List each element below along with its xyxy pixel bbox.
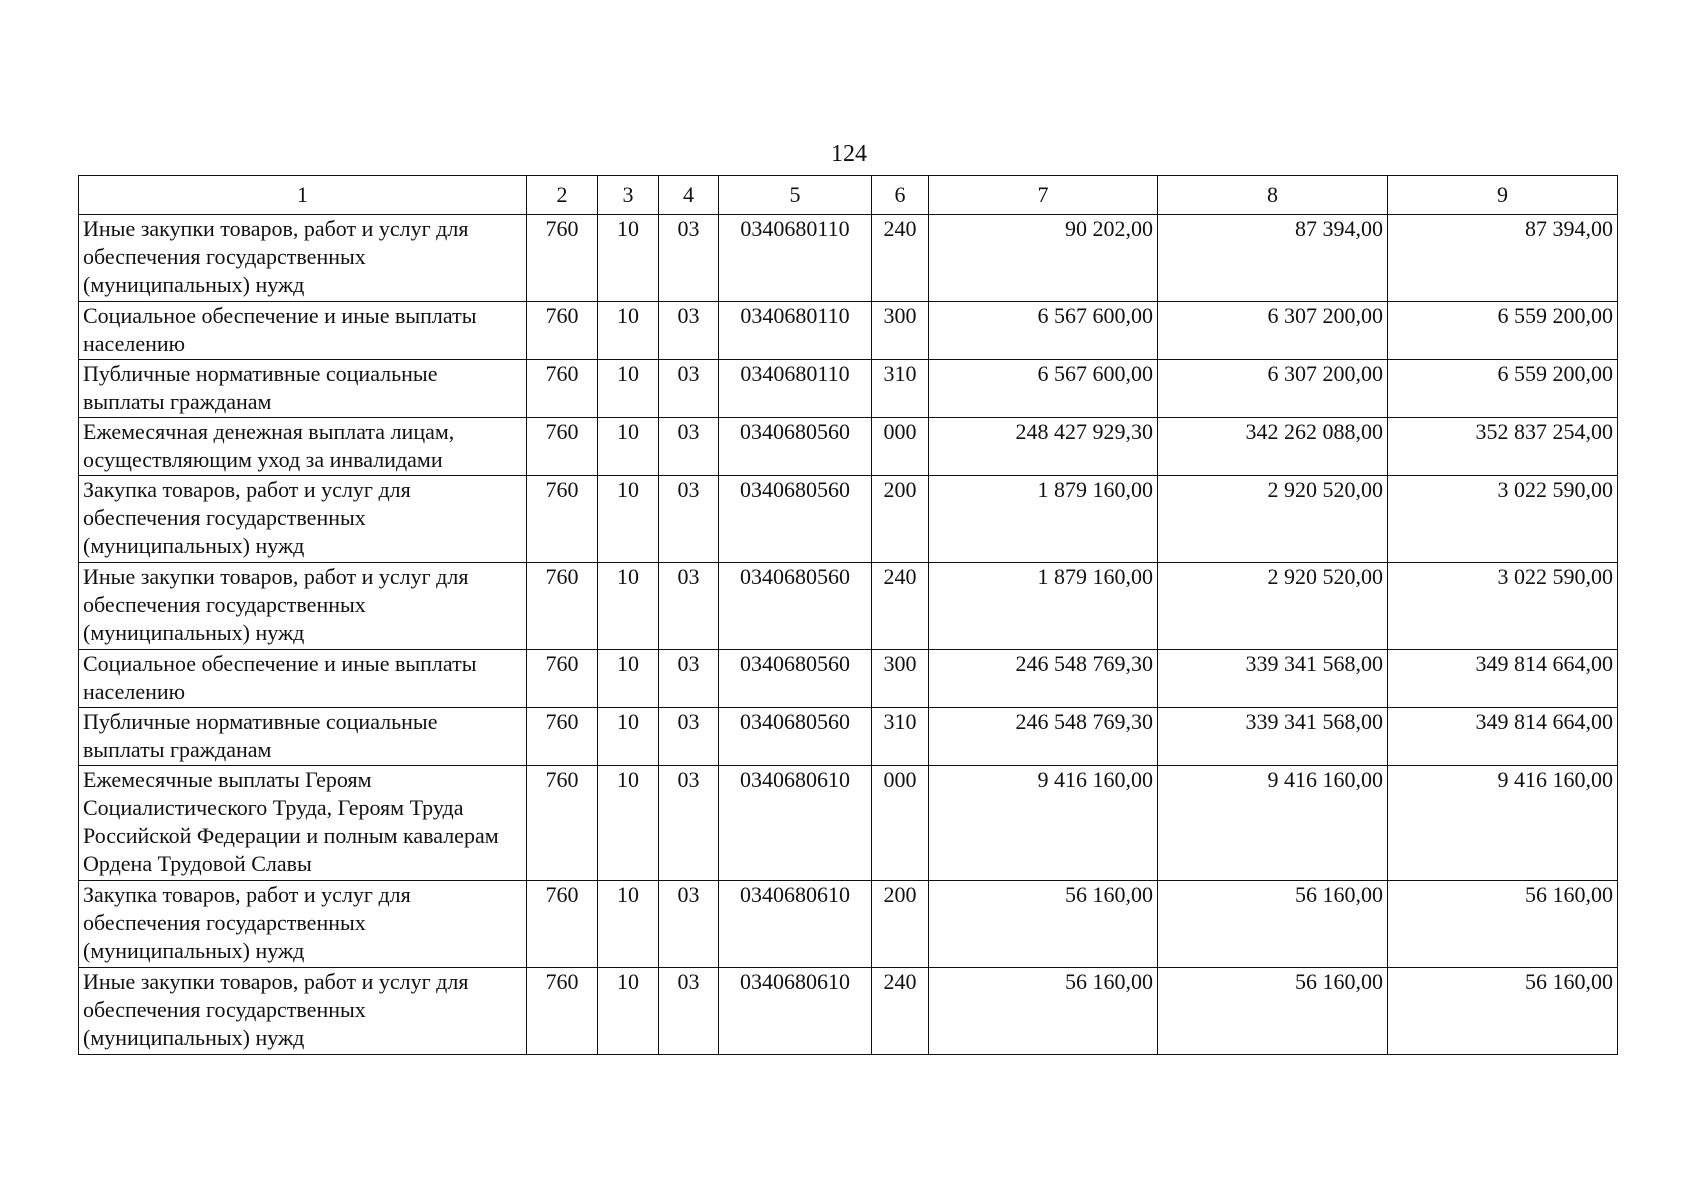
cell-col9: 56 160,00: [1388, 881, 1618, 968]
cell-col5: 0340680560: [719, 418, 872, 476]
header-cell: 6: [872, 176, 929, 215]
row-name: Социальное обеспечение и иные выплаты населению: [79, 650, 527, 708]
cell-col6: 240: [872, 563, 929, 650]
table-row: [79, 650, 1618, 708]
cell-col9: 6 559 200,00: [1388, 302, 1618, 360]
cell-col2: 760: [527, 360, 598, 418]
cell-col3: 10: [598, 881, 659, 968]
cell-col9: 87 394,00: [1388, 215, 1618, 302]
row-name: Публичные нормативные социальные выплаты гражданам: [79, 708, 527, 766]
cell-col6: 310: [872, 360, 929, 418]
cell-col8: 339 341 568,00: [1158, 708, 1388, 766]
cell-col7: 248 427 929,30: [929, 418, 1158, 476]
cell-col8: 56 160,00: [1158, 881, 1388, 968]
cell-col2: 760: [527, 708, 598, 766]
cell-col8: 6 307 200,00: [1158, 360, 1388, 418]
cell-col2: 760: [527, 302, 598, 360]
cell-col8: 9 416 160,00: [1158, 766, 1388, 881]
cell-col2: 760: [527, 418, 598, 476]
cell-col3: 10: [598, 302, 659, 360]
table-row: [79, 968, 1618, 1055]
cell-col9: 349 814 664,00: [1388, 708, 1618, 766]
header-cell: 2: [527, 176, 598, 215]
cell-col5: 0340680110: [719, 360, 872, 418]
cell-col4: 03: [659, 418, 719, 476]
cell-col7: 6 567 600,00: [929, 360, 1158, 418]
cell-col5: 0340680560: [719, 708, 872, 766]
cell-col3: 10: [598, 766, 659, 881]
cell-col7: 90 202,00: [929, 215, 1158, 302]
cell-col8: 342 262 088,00: [1158, 418, 1388, 476]
cell-col6: 310: [872, 708, 929, 766]
table-row: [79, 215, 1618, 302]
cell-col6: 240: [872, 215, 929, 302]
header-cell: 1: [79, 176, 527, 215]
cell-col9: 56 160,00: [1388, 968, 1618, 1055]
cell-col9: 6 559 200,00: [1388, 360, 1618, 418]
cell-col3: 10: [598, 708, 659, 766]
cell-col2: 760: [527, 563, 598, 650]
cell-col8: 339 341 568,00: [1158, 650, 1388, 708]
table-row: [79, 360, 1618, 418]
cell-col7: 56 160,00: [929, 968, 1158, 1055]
cell-col8: 2 920 520,00: [1158, 476, 1388, 563]
cell-col2: 760: [527, 881, 598, 968]
row-name: Социальное обеспечение и иные выплаты населению: [79, 302, 527, 360]
cell-col2: 760: [527, 968, 598, 1055]
header-cell: 4: [659, 176, 719, 215]
cell-col8: 56 160,00: [1158, 968, 1388, 1055]
row-name: Закупка товаров, работ и услуг для обеспечения государственных (муниципальных) нужд: [79, 881, 527, 968]
cell-col4: 03: [659, 563, 719, 650]
cell-col9: 3 022 590,00: [1388, 563, 1618, 650]
cell-col4: 03: [659, 476, 719, 563]
cell-col5: 0340680560: [719, 563, 872, 650]
table-row: [79, 766, 1618, 881]
table-row: [79, 418, 1618, 476]
cell-col7: 246 548 769,30: [929, 650, 1158, 708]
header-row: [79, 176, 1618, 215]
cell-col5: 0340680560: [719, 476, 872, 563]
cell-col9: 349 814 664,00: [1388, 650, 1618, 708]
cell-col4: 03: [659, 708, 719, 766]
cell-col3: 10: [598, 563, 659, 650]
cell-col9: 3 022 590,00: [1388, 476, 1618, 563]
cell-col2: 760: [527, 215, 598, 302]
table-row: [79, 563, 1618, 650]
cell-col4: 03: [659, 360, 719, 418]
cell-col3: 10: [598, 476, 659, 563]
cell-col8: 2 920 520,00: [1158, 563, 1388, 650]
cell-col6: 200: [872, 476, 929, 563]
cell-col3: 10: [598, 418, 659, 476]
cell-col5: 0340680610: [719, 766, 872, 881]
cell-col6: 000: [872, 418, 929, 476]
cell-col9: 352 837 254,00: [1388, 418, 1618, 476]
cell-col5: 0340680110: [719, 215, 872, 302]
cell-col5: 0340680560: [719, 650, 872, 708]
header-cell: 7: [929, 176, 1158, 215]
cell-col5: 0340680610: [719, 968, 872, 1055]
cell-col9: 9 416 160,00: [1388, 766, 1618, 881]
cell-col3: 10: [598, 968, 659, 1055]
cell-col6: 300: [872, 302, 929, 360]
row-name: Ежемесячная денежная выплата лицам, осуществляющим уход за инвалидами: [79, 418, 527, 476]
cell-col3: 10: [598, 650, 659, 708]
row-name: Ежемесячные выплаты Героям Социалистического Труда, Героям Труда Российской Федерации и полным кавалерам Ордена Трудовой Славы: [79, 766, 527, 881]
cell-col7: 246 548 769,30: [929, 708, 1158, 766]
row-name: Иные закупки товаров, работ и услуг для обеспечения государственных (муниципальных) нужд: [79, 215, 527, 302]
cell-col2: 760: [527, 766, 598, 881]
cell-col8: 87 394,00: [1158, 215, 1388, 302]
cell-col7: 9 416 160,00: [929, 766, 1158, 881]
budget-table: [78, 175, 1618, 1055]
cell-col2: 760: [527, 650, 598, 708]
cell-col5: 0340680610: [719, 881, 872, 968]
header-cell: 8: [1158, 176, 1388, 215]
cell-col4: 03: [659, 766, 719, 881]
cell-col7: 1 879 160,00: [929, 563, 1158, 650]
header-cell: 3: [598, 176, 659, 215]
row-name: Закупка товаров, работ и услуг для обеспечения государственных (муниципальных) нужд: [79, 476, 527, 563]
cell-col4: 03: [659, 302, 719, 360]
page-number: [0, 140, 1698, 168]
header-cell: 5: [719, 176, 872, 215]
header-cell: 9: [1388, 176, 1618, 215]
cell-col2: 760: [527, 476, 598, 563]
cell-col7: 6 567 600,00: [929, 302, 1158, 360]
cell-col3: 10: [598, 215, 659, 302]
table-row: [79, 476, 1618, 563]
cell-col6: 240: [872, 968, 929, 1055]
cell-col7: 1 879 160,00: [929, 476, 1158, 563]
cell-col6: 200: [872, 881, 929, 968]
cell-col5: 0340680110: [719, 302, 872, 360]
cell-col3: 10: [598, 360, 659, 418]
cell-col4: 03: [659, 968, 719, 1055]
row-name: Публичные нормативные социальные выплаты гражданам: [79, 360, 527, 418]
row-name: Иные закупки товаров, работ и услуг для обеспечения государственных (муниципальных) нужд: [79, 563, 527, 650]
cell-col6: 000: [872, 766, 929, 881]
cell-col8: 6 307 200,00: [1158, 302, 1388, 360]
cell-col6: 300: [872, 650, 929, 708]
table-row: [79, 302, 1618, 360]
table-row: [79, 881, 1618, 968]
cell-col4: 03: [659, 881, 719, 968]
row-name: Иные закупки товаров, работ и услуг для обеспечения государственных (муниципальных) нужд: [79, 968, 527, 1055]
cell-col7: 56 160,00: [929, 881, 1158, 968]
page-number-text: 124: [831, 141, 867, 167]
cell-col4: 03: [659, 215, 719, 302]
table-row: [79, 708, 1618, 766]
cell-col4: 03: [659, 650, 719, 708]
